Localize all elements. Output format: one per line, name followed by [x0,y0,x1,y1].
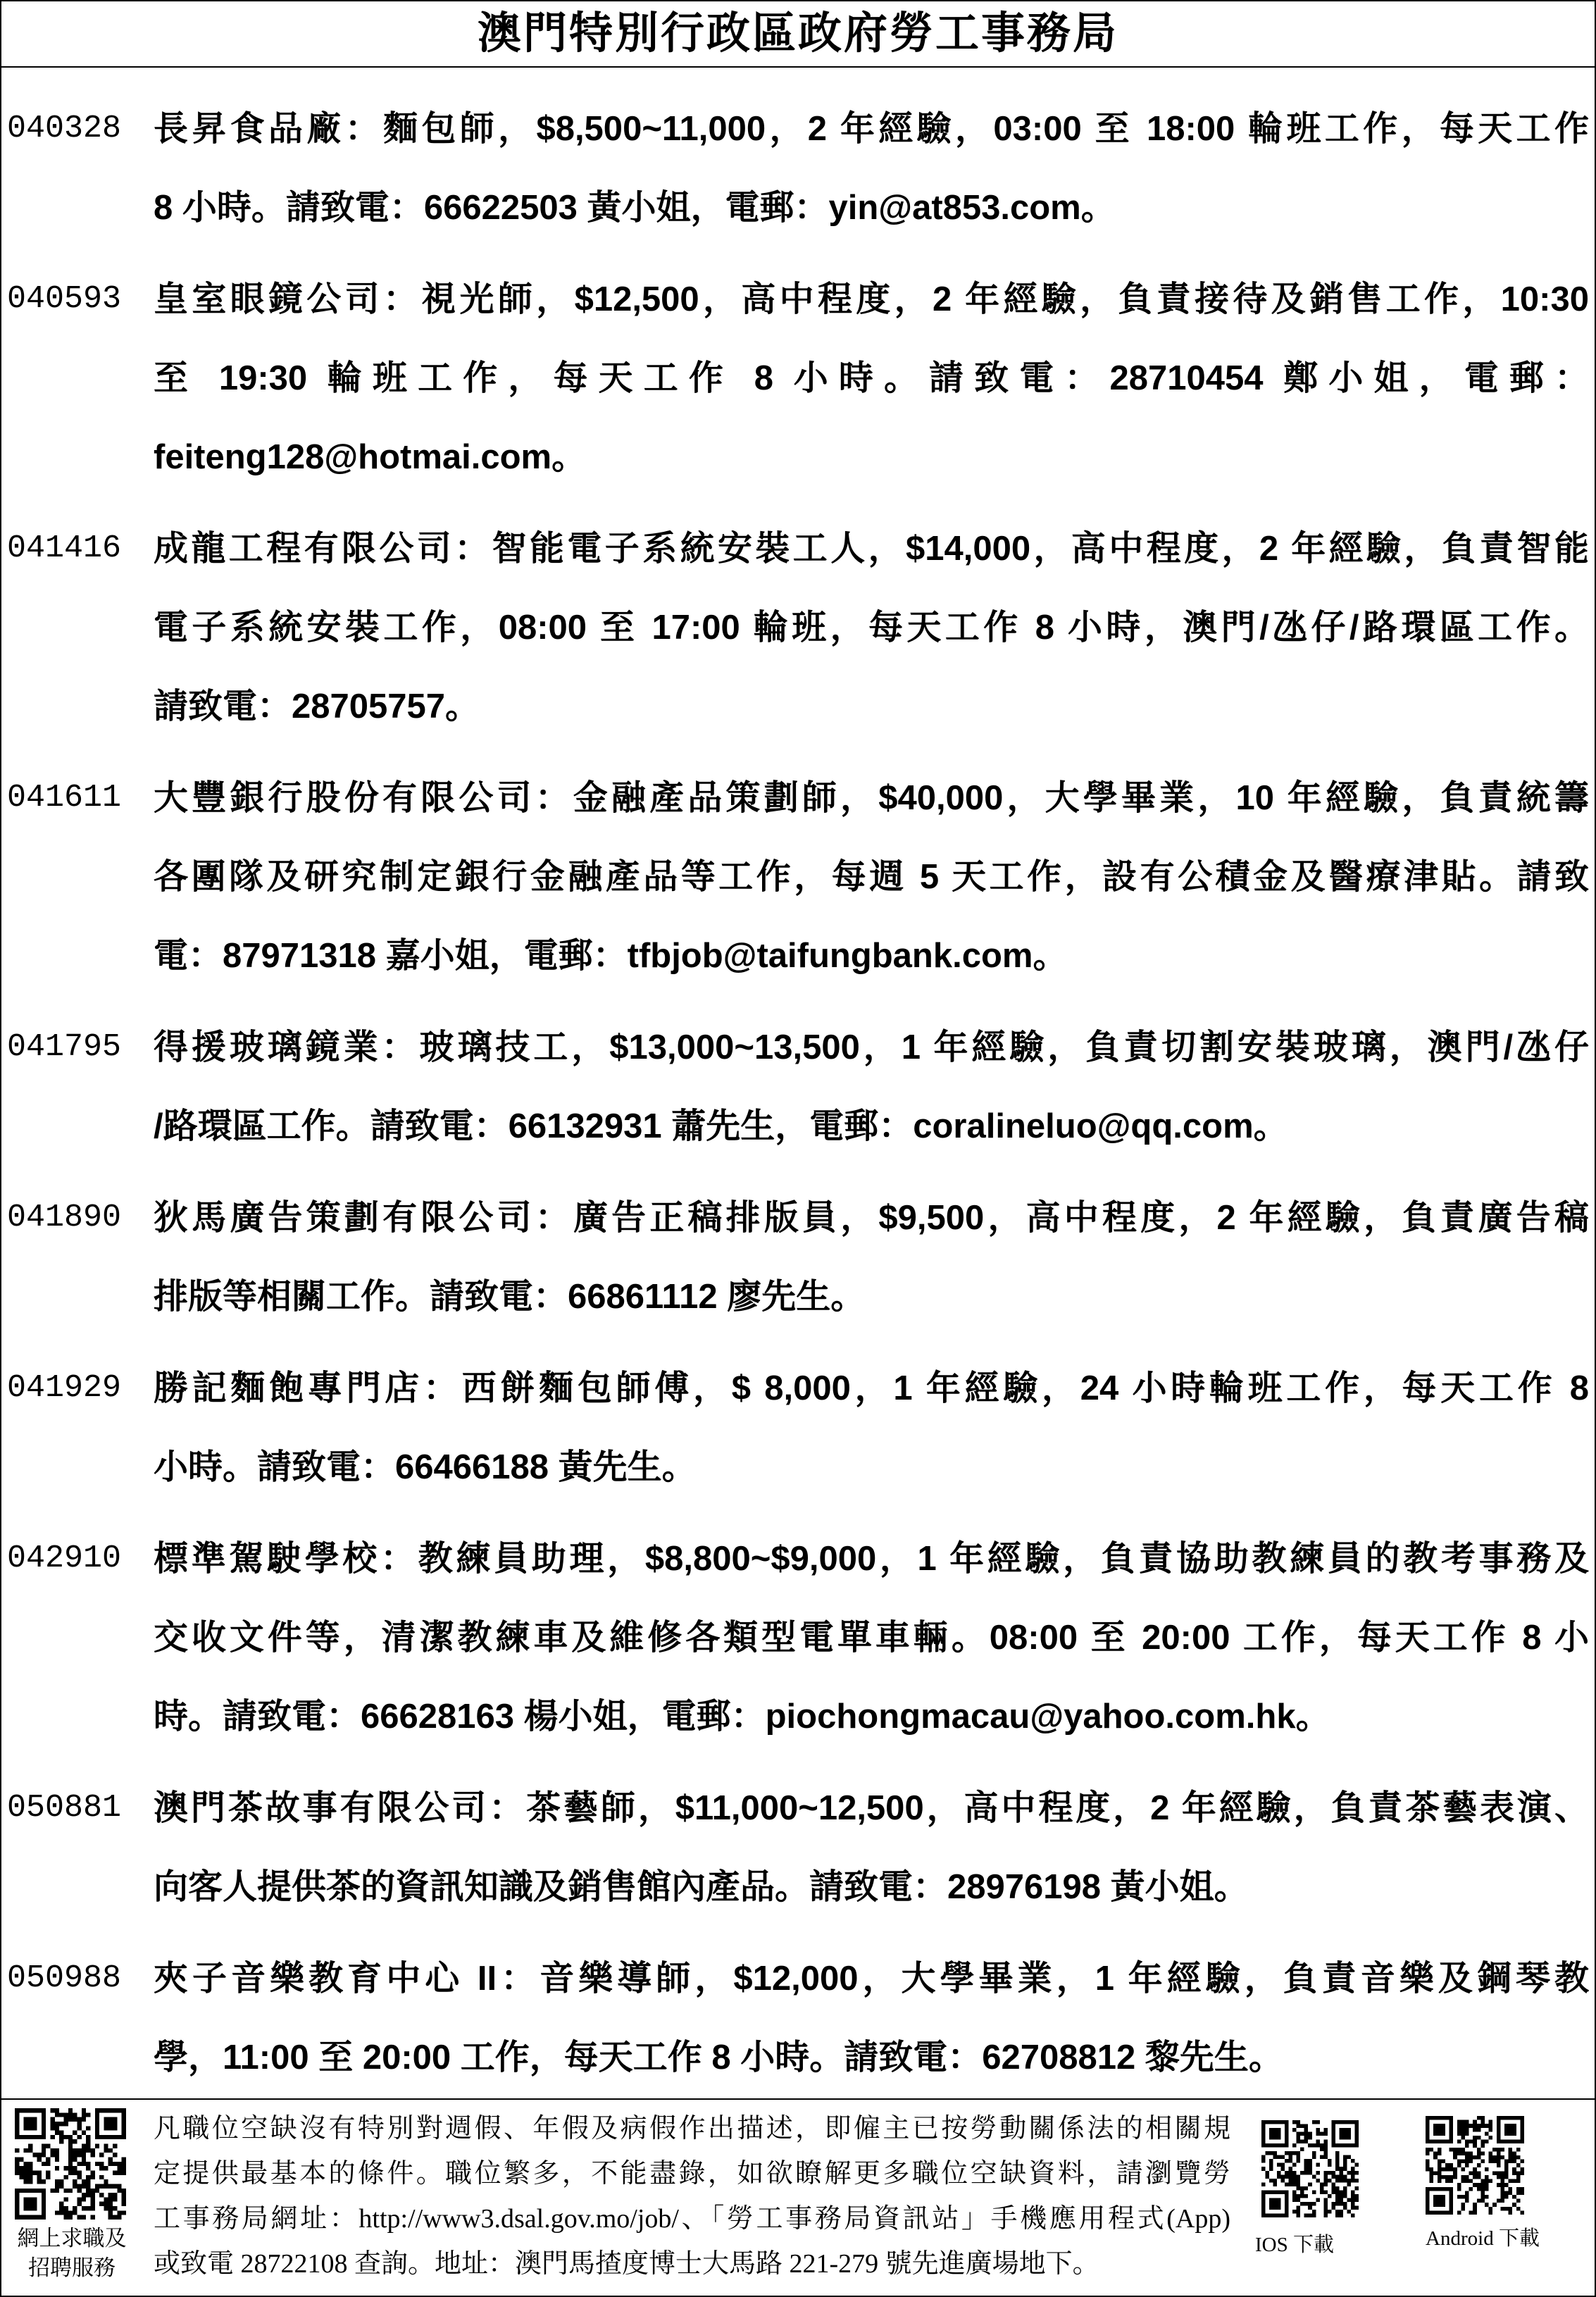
listing-text-line: 電：87971318 嘉小姐，電郵：tfbjob@taifungbank.com。 [154,937,1068,975]
caption-line: 招聘服務 [28,2255,116,2280]
job-listing [1,1349,1595,1507]
listing-text-line: 8 小時。請致電：66622503 黃小姐，電郵：yin@at853.com。 [154,189,1116,227]
caption-line: 網上求職及 [17,2226,127,2251]
job-listing [1,1178,1595,1336]
job-listing [1,1769,1595,1926]
job-listing [1,1008,1595,1166]
job-listing [1,759,1595,995]
listing-text-line: 各團隊及研究制定銀行金融產品等工作，每週 5 天工作，設有公積金及醫療津貼。請致 [154,858,1589,896]
job-listing [1,509,1595,746]
job-listing [1,1519,1595,1756]
android-download-qr-code [1426,2116,1524,2215]
job-code: 041890 [7,1200,122,1235]
page-footer [1,2098,1595,2296]
notice-line: 或致電 28722108 查詢。地址：澳門馬揸度博士大馬路 221-279 號先進廣場地下。 [154,2249,1099,2279]
page-title: 澳門特別行政區政府勞工事務局 [477,9,1118,58]
listing-text-line: 排版等相關工作。請致電：66861112 廖先生。 [154,1278,866,1316]
listing-text-line: 學，11:00 至 20:00 工作，每天工作 8 小時。請致電：62708812 黎先生。 [154,2038,1283,2077]
online-job-service-qr-code [15,2108,126,2220]
listing-text-line: 狄馬廣告策劃有限公司：廣告正稿排版員，$9,500，高中程度，2 年經驗，負責廣告稿 [154,1199,1589,1237]
listing-text-line: feiteng128@hotmai.com。 [154,438,587,476]
job-code: 050988 [7,1960,122,1996]
page-header [1,1,1595,68]
notice-line: 凡職位空缺沒有特別對週假、年假及病假作出描述，即僱主已按勞動關係法的相關規 [154,2114,1230,2143]
job-code: 040328 [7,111,122,147]
ios-download-caption: IOS 下載 [1255,2234,1334,2256]
job-code: 042910 [7,1540,122,1576]
listing-text-line: 成龍工程有限公司：智能電子系統安裝工人，$14,000，高中程度，2 年經驗，負責智能 [154,530,1589,568]
listing-text-line: 長昇食品廠：麵包師，$8,500~11,000，2 年經驗，03:00 至 18:00 輪班工作，每天工作 [154,110,1589,148]
listing-text-line: 夾子音樂教育中心 II：音樂導師，$12,000，大學畢業，1 年經驗，負責音樂及鋼琴教 [154,1960,1589,1998]
job-code: 041611 [7,780,122,816]
listing-text-line: 至 19:30 輪班工作，每天工作 8 小時。請致電：28710454 鄭小姐，電郵： [154,359,1589,397]
notice-line: 工事務局網址：http://www3.dsal.gov.mo/job/、「勞工事務局資訊站」手機應用程式(App) [154,2204,1230,2234]
job-listing [1,89,1595,247]
listing-text-line: 時。請致電：66628163 楊小姐，電郵：piochongmacau@yahoo.com.hk。 [154,1698,1330,1736]
listing-text-line: 皇室眼鏡公司：視光師，$12,500，高中程度，2 年經驗，負責接待及銷售工作，10:30 [154,280,1589,318]
listing-text-line: /路環區工作。請致電：66132931 蕭先生，電郵：coralineluo@qq.com。 [154,1107,1288,1145]
listing-text-line: 電子系統安裝工作，08:00 至 17:00 輪班，每天工作 8 小時，澳門/氹仔/路環區工作。 [154,609,1589,647]
job-code: 050881 [7,1790,122,1826]
listing-text-line: 大豐銀行股份有限公司：金融產品策劃師，$40,000，大學畢業，10 年經驗，負責統籌 [154,779,1589,817]
job-code: 041929 [7,1370,122,1406]
job-listing [1,1939,1595,2097]
listing-text-line: 澳門茶故事有限公司：茶藝師，$11,000~12,500，高中程度，2 年經驗，負責茶藝表演、 [154,1789,1589,1827]
notice-paragraph [154,2106,1230,2286]
listing-text-line: 請致電：28705757。 [154,687,480,726]
listing-text-line: 交收文件等，清潔教練車及維修各類型電單車輛。08:00 至 20:00 工作，每天工作 8 小 [154,1619,1589,1657]
listing-text-line: 小時。請致電：66466188 黃先生。 [154,1448,697,1486]
ios-download-qr-code [1261,2120,1359,2217]
notice-line: 定提供最基本的條件。職位繁多，不能盡錄，如欲瞭解更多職位空缺資料，請瀏覽勞 [154,2159,1230,2189]
job-listing [1,260,1595,497]
listing-text-line: 向客人提供茶的資訊知識及銷售館內產品。請致電：28976198 黃小姐。 [154,1868,1249,1906]
job-listings [1,68,1595,2110]
job-code: 041795 [7,1029,122,1065]
job-code: 041416 [7,530,122,566]
job-code: 040593 [7,281,122,317]
listing-text-line: 勝記麵飽專門店：西餅麵包師傅，$ 8,000，1 年經驗，24 小時輪班工作，每天工作 8 [154,1369,1589,1407]
android-download-caption: Android 下載 [1426,2227,1540,2250]
listing-text-line: 得援玻璃鏡業：玻璃技工，$13,000~13,500，1 年經驗，負責切割安裝玻璃，澳門/氹仔 [154,1028,1589,1066]
online-job-service-caption [3,2224,141,2283]
listing-text-line: 標準駕駛學校：教練員助理，$8,800~$9,000，1 年經驗，負責協助教練員的教考事務及 [154,1540,1589,1578]
